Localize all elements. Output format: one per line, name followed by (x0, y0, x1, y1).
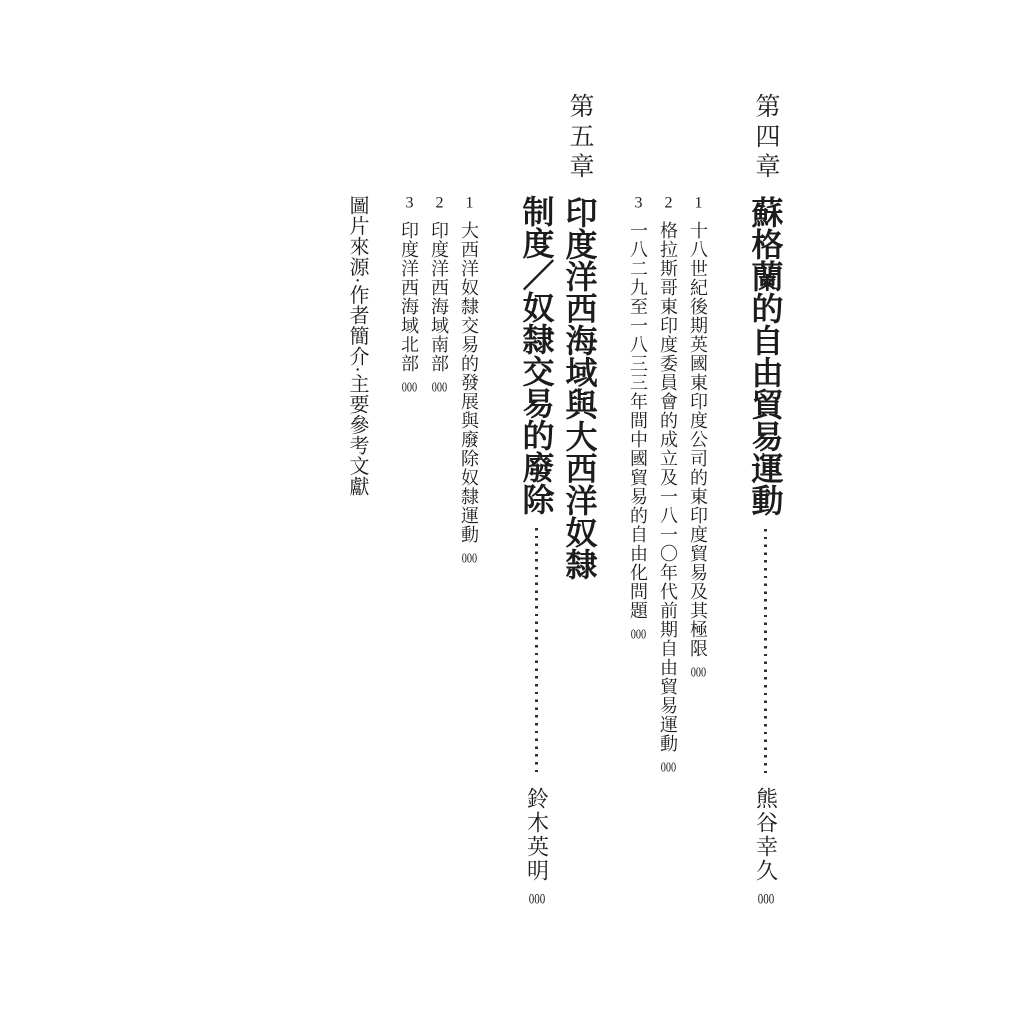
item-number: 2 (435, 195, 444, 211)
backmatter-text: 圖片來源·作者簡介·主要參考文獻 (346, 195, 368, 497)
item-number: 2 (664, 195, 673, 211)
chapter-5-title-line2: 制度／奴隸交易的廢除 (518, 195, 555, 515)
item-number: 1 (465, 195, 474, 211)
chapter-5-author: 鈴木英明 (524, 787, 550, 883)
item-title: 格拉斯哥東印度委員會的成立及一八一〇年代前期自由貿易運動 (658, 221, 678, 753)
chapter-4-section (623, 93, 787, 907)
toc-item (623, 93, 653, 907)
page-number-digits: 000 (757, 892, 775, 907)
dotted-leader (764, 529, 767, 776)
chapter-4-title: 蘇格蘭的自由貿易運動 (747, 196, 784, 516)
item-title: 印度洋西海域南部 (429, 221, 449, 373)
chapter-4-title-column (744, 93, 787, 907)
item-page-number: 000 (660, 761, 677, 775)
toc-item (394, 93, 424, 907)
chapter-4-page-number (758, 892, 773, 907)
toc-item (683, 93, 713, 907)
item-page-number: 000 (401, 381, 418, 395)
item-number: 3 (634, 195, 643, 211)
item-page-number: 000 (461, 552, 478, 566)
item-title: 大西洋奴隸交易的發展與廢除奴隸運動 (459, 221, 479, 544)
chapter-5-title-line1: 印度洋西海域與大西洋奴隸 (561, 196, 598, 580)
backmatter-line (342, 93, 372, 907)
toc-item (653, 93, 683, 907)
chapter-5-section (394, 93, 601, 907)
chapter-5-title-column-line2 (515, 93, 558, 907)
item-title: 十八世紀後期英國東印度公司的東印度貿易及其極限 (688, 221, 708, 658)
chapter-4-item-list (623, 93, 713, 907)
toc-item (424, 93, 454, 907)
item-title: 印度洋西海域北部 (399, 221, 419, 373)
item-page-number: 000 (630, 628, 647, 642)
item-number: 1 (694, 195, 703, 211)
chapter-4-label: 第四章 (752, 93, 779, 183)
chapter-5-label: 第五章 (566, 93, 593, 183)
item-page-number: 000 (690, 666, 707, 680)
item-page-number: 000 (431, 381, 448, 395)
toc-item (454, 93, 484, 907)
toc-content (342, 93, 787, 907)
item-title: 一八二九至一八三三年間中國貿易的自由化問題 (628, 221, 648, 620)
page-number-digits: 000 (528, 892, 546, 907)
chapter-5-title-column-line1 (558, 93, 601, 907)
chapter-5-item-list (394, 93, 484, 907)
dotted-leader (535, 528, 538, 776)
item-number: 3 (405, 195, 414, 211)
chapter-5-page-number (529, 892, 544, 907)
chapter-4-author: 熊谷幸久 (753, 787, 779, 883)
